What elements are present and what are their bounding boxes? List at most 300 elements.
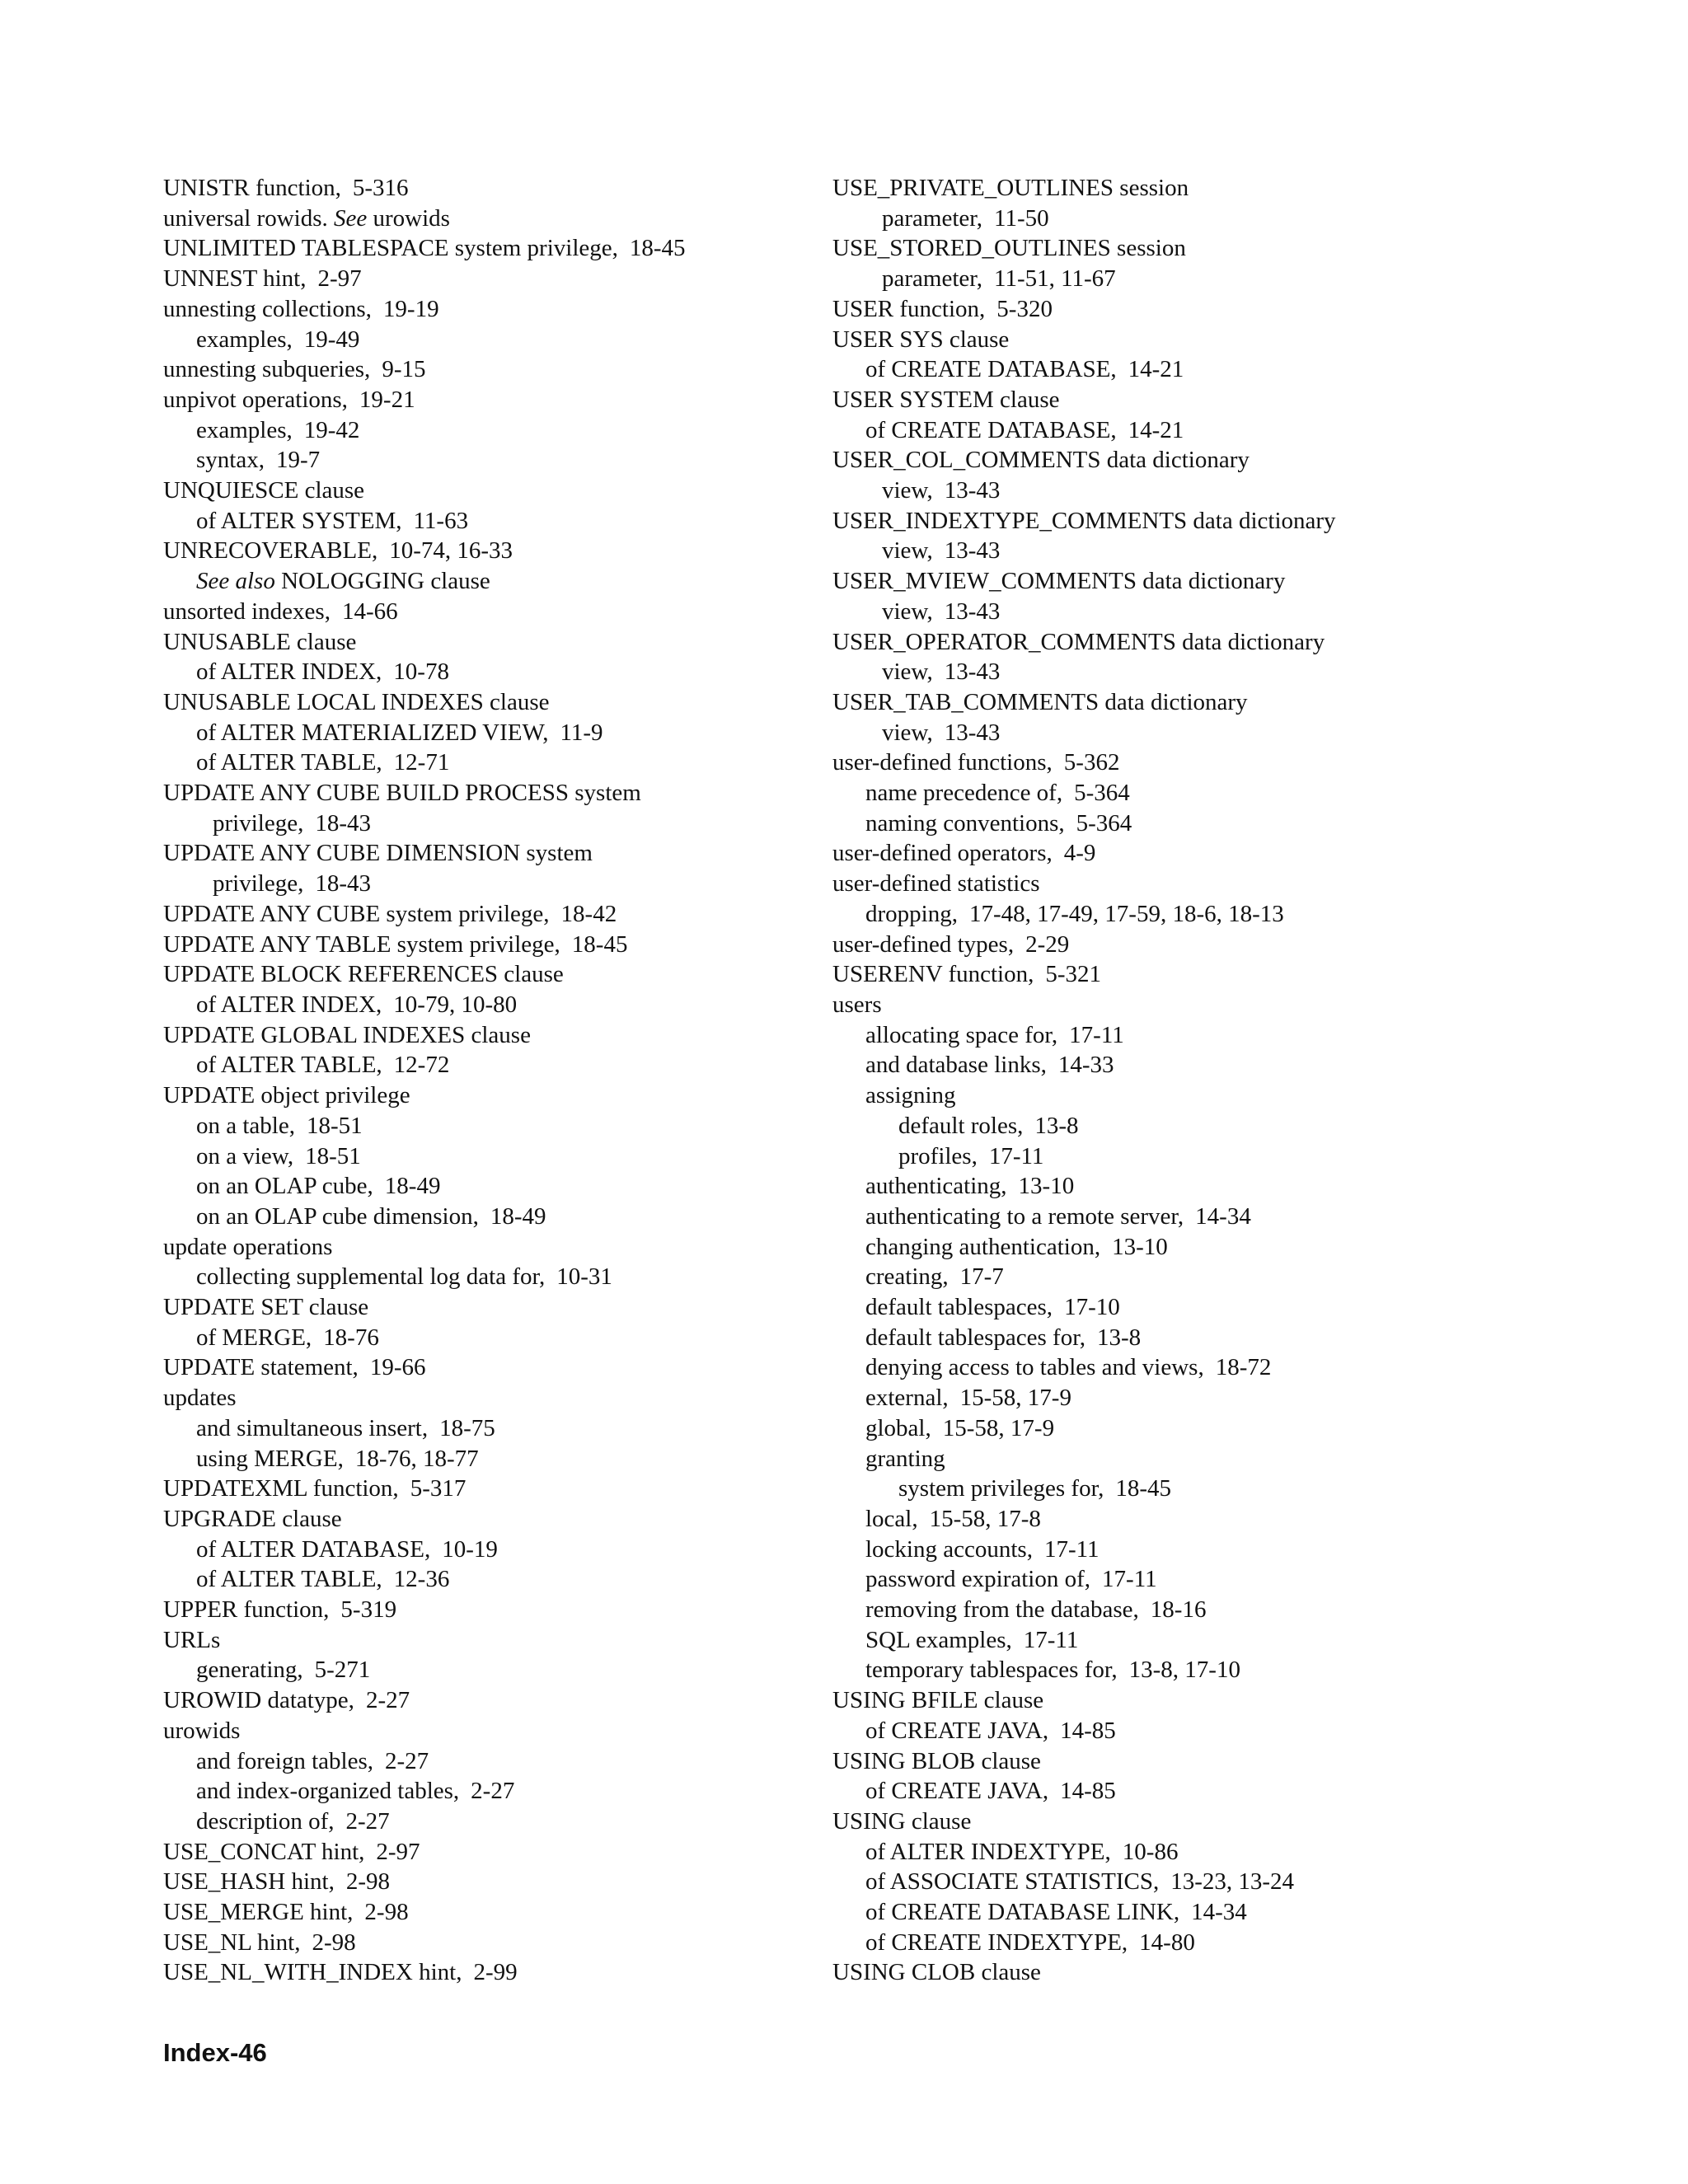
see-reference: See (334, 204, 368, 232)
index-term: of ALTER INDEX, (196, 658, 382, 686)
index-term: UROWID datatype, (163, 1687, 354, 1714)
index-term: UNRECOVERABLE, (163, 537, 378, 565)
page-reference: 4-9 (1063, 840, 1096, 867)
page-reference: 14-21 (1128, 356, 1184, 383)
page-reference: 13-8 (1096, 1324, 1142, 1351)
index-entry (163, 930, 823, 960)
page-reference: 18-76, 18-77 (354, 1445, 479, 1472)
index-term: UPDATE ANY TABLE system privilege, (163, 930, 560, 958)
index-term: view, (882, 719, 933, 746)
index-entry (163, 1867, 823, 1897)
index-term: local, (865, 1505, 918, 1532)
index-term: user-defined types, (832, 930, 1015, 958)
index-column-right (832, 173, 1574, 1988)
page-reference: 14-80 (1139, 1929, 1195, 1956)
index-entry (832, 1292, 1574, 1323)
index-entry (163, 1897, 823, 1928)
index-term: default tablespaces, (865, 1294, 1053, 1321)
page-reference: 17-10 (1064, 1294, 1120, 1321)
index-entry (832, 1202, 1574, 1232)
index-term: updates (163, 1385, 237, 1412)
index-term: on an OLAP cube, (196, 1173, 373, 1200)
index-term: users (832, 991, 882, 1018)
index-entry (832, 838, 1574, 869)
index-entry (832, 1564, 1574, 1595)
index-entry (163, 385, 823, 415)
page-reference: 9-15 (382, 356, 426, 383)
page-reference: 18-43 (315, 809, 371, 837)
index-entry (163, 566, 823, 597)
index-entry (832, 990, 1574, 1020)
index-term: update operations (163, 1233, 333, 1260)
index-term: of ALTER SYSTEM, (196, 507, 402, 534)
index-term: UPDATE GLOBAL INDEXES clause (163, 1021, 531, 1048)
page-reference: 14-21 (1128, 416, 1184, 443)
index-entry (163, 778, 823, 808)
index-term: using MERGE, (196, 1445, 344, 1472)
index-term: UPGRADE clause (163, 1505, 342, 1532)
index-term: changing authentication, (865, 1233, 1101, 1260)
index-term: password expiration of, (865, 1566, 1091, 1593)
index-entry (163, 1080, 823, 1111)
index-term: creating, (865, 1263, 949, 1291)
index-term: UPDATE object privilege (163, 1082, 410, 1109)
index-term: and database links, (865, 1052, 1047, 1079)
index-entry (832, 930, 1574, 960)
index-term: and simultaneous insert, (196, 1414, 429, 1441)
index-entry (163, 476, 823, 506)
index-term: name precedence of, (865, 780, 1063, 807)
index-term: of ALTER TABLE, (196, 1566, 382, 1593)
index-entry (832, 1685, 1574, 1716)
index-entry (832, 1171, 1574, 1202)
page-reference: 19-7 (275, 447, 321, 474)
index-entry (163, 838, 823, 869)
page-reference: 5-316 (352, 175, 409, 201)
index-term: urowids (163, 1717, 241, 1744)
index-term: USER SYSTEM clause (832, 386, 1060, 413)
page-reference: 5-321 (1045, 961, 1102, 988)
index-term: of CREATE DATABASE LINK, (865, 1899, 1180, 1926)
page-reference: 11-9 (560, 719, 603, 746)
index-entry (163, 264, 823, 294)
index-entry (163, 1232, 823, 1263)
page-reference: 5-364 (1074, 780, 1130, 807)
page-reference: 5-362 (1063, 749, 1120, 776)
index-term: of CREATE DATABASE, (865, 356, 1117, 383)
index-entry (832, 445, 1574, 476)
page-reference: 18-43 (315, 870, 371, 898)
page-reference: 2-99 (473, 1959, 518, 1986)
index-entry (832, 1141, 1574, 1172)
index-entry (163, 204, 823, 234)
index-term: USE_NL hint, (163, 1929, 301, 1956)
page-reference: 15-58, 17-9 (942, 1414, 1055, 1441)
index-term: USE_HASH hint, (163, 1868, 335, 1896)
index-term: dropping, (865, 900, 958, 927)
index-term: of ALTER DATABASE, (196, 1535, 431, 1563)
index-term: granting (865, 1445, 945, 1472)
page-reference: 5-271 (314, 1657, 371, 1684)
index-entry (163, 445, 823, 476)
index-entry (832, 1020, 1574, 1051)
index-entry (832, 1413, 1574, 1444)
index-term: USER_TAB_COMMENTS data dictionary (832, 688, 1248, 715)
index-term: generating, (196, 1657, 303, 1684)
index-term: UPDATE ANY CUBE system privilege, (163, 900, 550, 927)
index-entry (163, 1202, 823, 1232)
page-reference: 13-43 (944, 537, 1001, 565)
index-entry (163, 1928, 823, 1958)
page-footer-label: Index-46 (163, 2038, 267, 2067)
index-term: of ALTER INDEX, (196, 991, 382, 1018)
index-term: and index-organized tables, (196, 1778, 460, 1805)
index-term: USE_NL_WITH_INDEX hint, (163, 1959, 462, 1986)
index-term: UPDATE SET clause (163, 1294, 369, 1321)
index-entry (832, 778, 1574, 808)
index-entry (163, 1535, 823, 1565)
index-entry (163, 1020, 823, 1051)
page-reference: 19-49 (303, 326, 360, 353)
page-reference: 2-97 (317, 265, 362, 293)
index-term: unnesting collections, (163, 295, 372, 322)
index-entry (832, 1716, 1574, 1746)
index-entry (832, 1262, 1574, 1292)
index-entry (832, 415, 1574, 446)
page-reference: 18-76 (323, 1324, 379, 1351)
index-term: privilege, (213, 870, 304, 898)
index-term: UNISTR function, (163, 175, 341, 201)
index-term: UPDATE ANY CUBE BUILD PROCESS system (163, 780, 641, 807)
page-reference: 18-51 (306, 1112, 363, 1139)
page-reference: 5-364 (1076, 809, 1132, 837)
index-term: default tablespaces for, (865, 1324, 1085, 1351)
index-term: user-defined operators, (832, 840, 1053, 867)
index-entry (832, 506, 1574, 537)
index-entry (163, 1413, 823, 1444)
index-term: of MERGE, (196, 1324, 312, 1351)
index-term: UPDATE statement, (163, 1354, 359, 1381)
page-reference: 14-34 (1195, 1202, 1251, 1230)
page-reference: 2-97 (376, 1838, 420, 1865)
index-term: USING clause (832, 1807, 972, 1835)
index-term: unsorted indexes, (163, 598, 331, 625)
index-entry (832, 1837, 1574, 1868)
page-reference: 14-66 (341, 598, 398, 625)
index-term: UNUSABLE clause (163, 628, 357, 655)
page-reference: 12-71 (393, 749, 450, 776)
index-entry (163, 597, 823, 627)
index-term: USER SYS clause (832, 326, 1010, 353)
index-entry (832, 899, 1574, 930)
index-entry (163, 657, 823, 687)
index-entry (163, 1716, 823, 1746)
page-reference: 18-75 (439, 1414, 495, 1441)
index-entry (163, 1685, 823, 1716)
index-entry (832, 1474, 1574, 1504)
index-term: SQL examples, (865, 1626, 1012, 1653)
index-term: USER_MVIEW_COMMENTS data dictionary (832, 568, 1286, 595)
index-term: USING BLOB clause (832, 1747, 1041, 1774)
index-term: UPDATE BLOCK REFERENCES clause (163, 961, 564, 988)
index-term: parameter, (882, 204, 983, 232)
page-reference: 2-98 (312, 1929, 356, 1956)
index-term: on a view, (196, 1142, 294, 1169)
page-reference: 18-42 (560, 900, 617, 927)
index-entry (832, 657, 1574, 687)
index-entry (832, 233, 1574, 264)
index-entry (832, 1776, 1574, 1807)
index-term: profiles, (898, 1142, 978, 1169)
index-entry (832, 1897, 1574, 1928)
index-entry (163, 1383, 823, 1413)
page-reference: 13-43 (944, 658, 1001, 686)
page-reference: 18-51 (305, 1142, 361, 1169)
index-entry (163, 627, 823, 658)
page-reference: 13-23, 13-24 (1170, 1868, 1295, 1896)
index-term: of CREATE JAVA, (865, 1778, 1049, 1805)
index-entry (832, 1352, 1574, 1383)
index-entry (832, 1595, 1574, 1625)
index-entry (832, 718, 1574, 748)
page-reference: 10-31 (556, 1263, 612, 1291)
page-reference: 11-51, 11-67 (994, 265, 1116, 293)
page-reference: 18-49 (384, 1173, 441, 1200)
index-entry (163, 1837, 823, 1868)
page-reference: 18-45 (1115, 1475, 1171, 1502)
page-reference: 2-98 (345, 1868, 391, 1896)
index-term: external, (865, 1385, 949, 1412)
index-term: removing from the database, (865, 1596, 1139, 1624)
index-entry (832, 1232, 1574, 1263)
index-entry (832, 1957, 1574, 1988)
page-reference: 5-320 (996, 295, 1053, 322)
index-entry (163, 899, 823, 930)
index-term: URLs (163, 1626, 221, 1653)
index-term: of ALTER TABLE, (196, 1052, 382, 1079)
page-reference: 17-48, 17-49, 17-59, 18-6, 18-13 (968, 900, 1284, 927)
index-term: of ALTER MATERIALIZED VIEW, (196, 719, 549, 746)
index-term: default roles, (898, 1112, 1024, 1139)
index-entry (163, 1050, 823, 1080)
index-entry (163, 1171, 823, 1202)
index-term: user-defined functions, (832, 749, 1053, 776)
page-reference: 10-79, 10-80 (393, 991, 518, 1018)
index-entry (163, 354, 823, 385)
page-reference: 13-43 (944, 598, 1001, 625)
see-reference: See also (196, 568, 275, 595)
page-reference: 13-8, 17-10 (1128, 1657, 1240, 1684)
index-entry (163, 808, 823, 839)
page-reference: 17-11 (1043, 1535, 1100, 1563)
index-term: global, (865, 1414, 931, 1441)
index-entry (832, 1625, 1574, 1656)
page-reference: 18-45 (629, 235, 686, 262)
page-reference: 18-45 (571, 930, 628, 958)
index-entry (163, 1352, 823, 1383)
index-entry (832, 1655, 1574, 1685)
index-term: examples, (196, 326, 293, 353)
index-entry (832, 748, 1574, 778)
index-term: USER_INDEXTYPE_COMMENTS data dictionary (832, 507, 1336, 534)
index-term: description of, (196, 1807, 335, 1835)
index-entry (163, 748, 823, 778)
index-term: authenticating to a remote server, (865, 1202, 1184, 1230)
page-reference: 13-8 (1034, 1112, 1079, 1139)
index-term: USE_MERGE hint, (163, 1899, 354, 1926)
index-term: USER_OPERATOR_COMMENTS data dictionary (832, 628, 1325, 655)
index-entry (163, 869, 823, 899)
index-entry (832, 1928, 1574, 1958)
index-entry (832, 1746, 1574, 1777)
index-entry (163, 1504, 823, 1535)
index-entry (163, 536, 823, 566)
index-term: user-defined statistics (832, 870, 1040, 898)
index-term: universal rowids. (163, 204, 328, 232)
index-term: on a table, (196, 1112, 295, 1139)
page-reference: 10-86 (1122, 1838, 1179, 1865)
index-entry (163, 1262, 823, 1292)
page-reference: 18-16 (1150, 1596, 1207, 1624)
page-reference: 12-72 (393, 1052, 450, 1079)
page-reference: 14-85 (1060, 1717, 1116, 1744)
page-reference: 2-27 (471, 1778, 515, 1805)
index-entry (163, 1292, 823, 1323)
page-reference: 18-49 (490, 1202, 546, 1230)
index-entry (832, 566, 1574, 597)
see-target: NOLOGGING clause (281, 568, 490, 595)
page-reference: 14-34 (1191, 1899, 1247, 1926)
index-entry (832, 1383, 1574, 1413)
page-reference: 18-72 (1215, 1354, 1272, 1381)
index-entry (832, 325, 1574, 355)
page-reference: 11-63 (413, 507, 469, 534)
page-reference: 2-27 (365, 1687, 410, 1714)
index-term: privilege, (213, 809, 304, 837)
page-reference: 13-10 (1112, 1233, 1168, 1260)
index-entry (163, 687, 823, 718)
page-reference: 2-27 (345, 1807, 390, 1835)
index-term: UNLIMITED TABLESPACE system privilege, (163, 235, 618, 262)
page-reference: 19-66 (369, 1354, 426, 1381)
page-reference: 14-33 (1057, 1052, 1114, 1079)
index-entry (163, 1111, 823, 1141)
index-term: syntax, (196, 447, 265, 474)
page-reference: 17-11 (1069, 1021, 1124, 1048)
index-entry (832, 1080, 1574, 1111)
index-entry (163, 506, 823, 537)
page-reference: 13-43 (944, 719, 1001, 746)
index-term: USE_STORED_OUTLINES session (832, 235, 1186, 262)
index-term: of CREATE JAVA, (865, 1717, 1049, 1744)
index-term: naming conventions, (865, 809, 1065, 837)
page-reference: 10-78 (393, 658, 449, 686)
index-term: of ALTER TABLE, (196, 749, 382, 776)
index-term: UNNEST hint, (163, 265, 307, 293)
index-entry (163, 718, 823, 748)
index-entry (163, 1323, 823, 1353)
index-entry (832, 869, 1574, 899)
page-reference: 2-27 (385, 1747, 429, 1774)
index-entry (832, 1323, 1574, 1353)
index-term: parameter, (882, 265, 983, 293)
index-term: of CREATE INDEXTYPE, (865, 1929, 1128, 1956)
index-entry (163, 1746, 823, 1777)
index-entry (163, 233, 823, 264)
index-term: collecting supplemental log data for, (196, 1263, 546, 1291)
index-term: UPPER function, (163, 1596, 330, 1624)
index-entry (832, 1111, 1574, 1141)
index-term: and foreign tables, (196, 1747, 374, 1774)
see-target: urowids (373, 204, 450, 232)
index-entry (832, 808, 1574, 839)
page-reference: 17-11 (988, 1142, 1044, 1169)
index-entry (163, 294, 823, 325)
index-term: assigning (865, 1082, 956, 1109)
index-term: system privileges for, (898, 1475, 1104, 1502)
index-term: USER_COL_COMMENTS data dictionary (832, 447, 1250, 474)
index-term: view, (882, 477, 933, 504)
index-term: of ASSOCIATE STATISTICS, (865, 1868, 1160, 1896)
index-term: unpivot operations, (163, 386, 348, 413)
index-entry (163, 173, 823, 204)
index-column-left (163, 173, 823, 1988)
index-term: USING CLOB clause (832, 1959, 1041, 1986)
page-reference: 17-7 (959, 1263, 1004, 1291)
index-entry (163, 415, 823, 446)
page-reference: 5-317 (410, 1475, 467, 1502)
index-entry (163, 1564, 823, 1595)
index-term: examples, (196, 416, 293, 443)
page-reference: 2-98 (364, 1899, 409, 1926)
page-reference: 13-10 (1018, 1173, 1075, 1200)
index-entry (832, 1807, 1574, 1837)
index-entry (163, 1957, 823, 1988)
page-reference: 17-11 (1102, 1566, 1157, 1593)
index-entry (832, 264, 1574, 294)
index-entry (832, 476, 1574, 506)
index-entry (832, 204, 1574, 234)
page-reference: 17-11 (1023, 1626, 1079, 1653)
page-reference: 11-50 (994, 204, 1049, 232)
index-entry (832, 597, 1574, 627)
page-reference: 12-36 (393, 1566, 450, 1593)
index-term: UNUSABLE LOCAL INDEXES clause (163, 688, 550, 715)
page-reference: 19-19 (382, 295, 439, 322)
index-term: of CREATE DATABASE, (865, 416, 1117, 443)
index-term: USE_CONCAT hint, (163, 1838, 365, 1865)
index-entry (832, 1867, 1574, 1897)
index-entry (832, 627, 1574, 658)
index-entry (832, 1504, 1574, 1535)
index-entry (832, 1050, 1574, 1080)
index-term: denying access to tables and views, (865, 1354, 1204, 1381)
index-term: view, (882, 658, 933, 686)
index-term: USER function, (832, 295, 986, 322)
index-term: unnesting subqueries, (163, 356, 371, 383)
index-term: UNQUIESCE clause (163, 477, 365, 504)
index-term: locking accounts, (865, 1535, 1033, 1563)
index-entry (163, 990, 823, 1020)
index-entry (832, 1444, 1574, 1474)
index-entry (163, 1655, 823, 1685)
index-entry (163, 1474, 823, 1504)
index-entry (163, 325, 823, 355)
index-entry (832, 173, 1574, 204)
index-entry (163, 1595, 823, 1625)
page-reference: 14-85 (1060, 1778, 1116, 1805)
index-entry (832, 354, 1574, 385)
